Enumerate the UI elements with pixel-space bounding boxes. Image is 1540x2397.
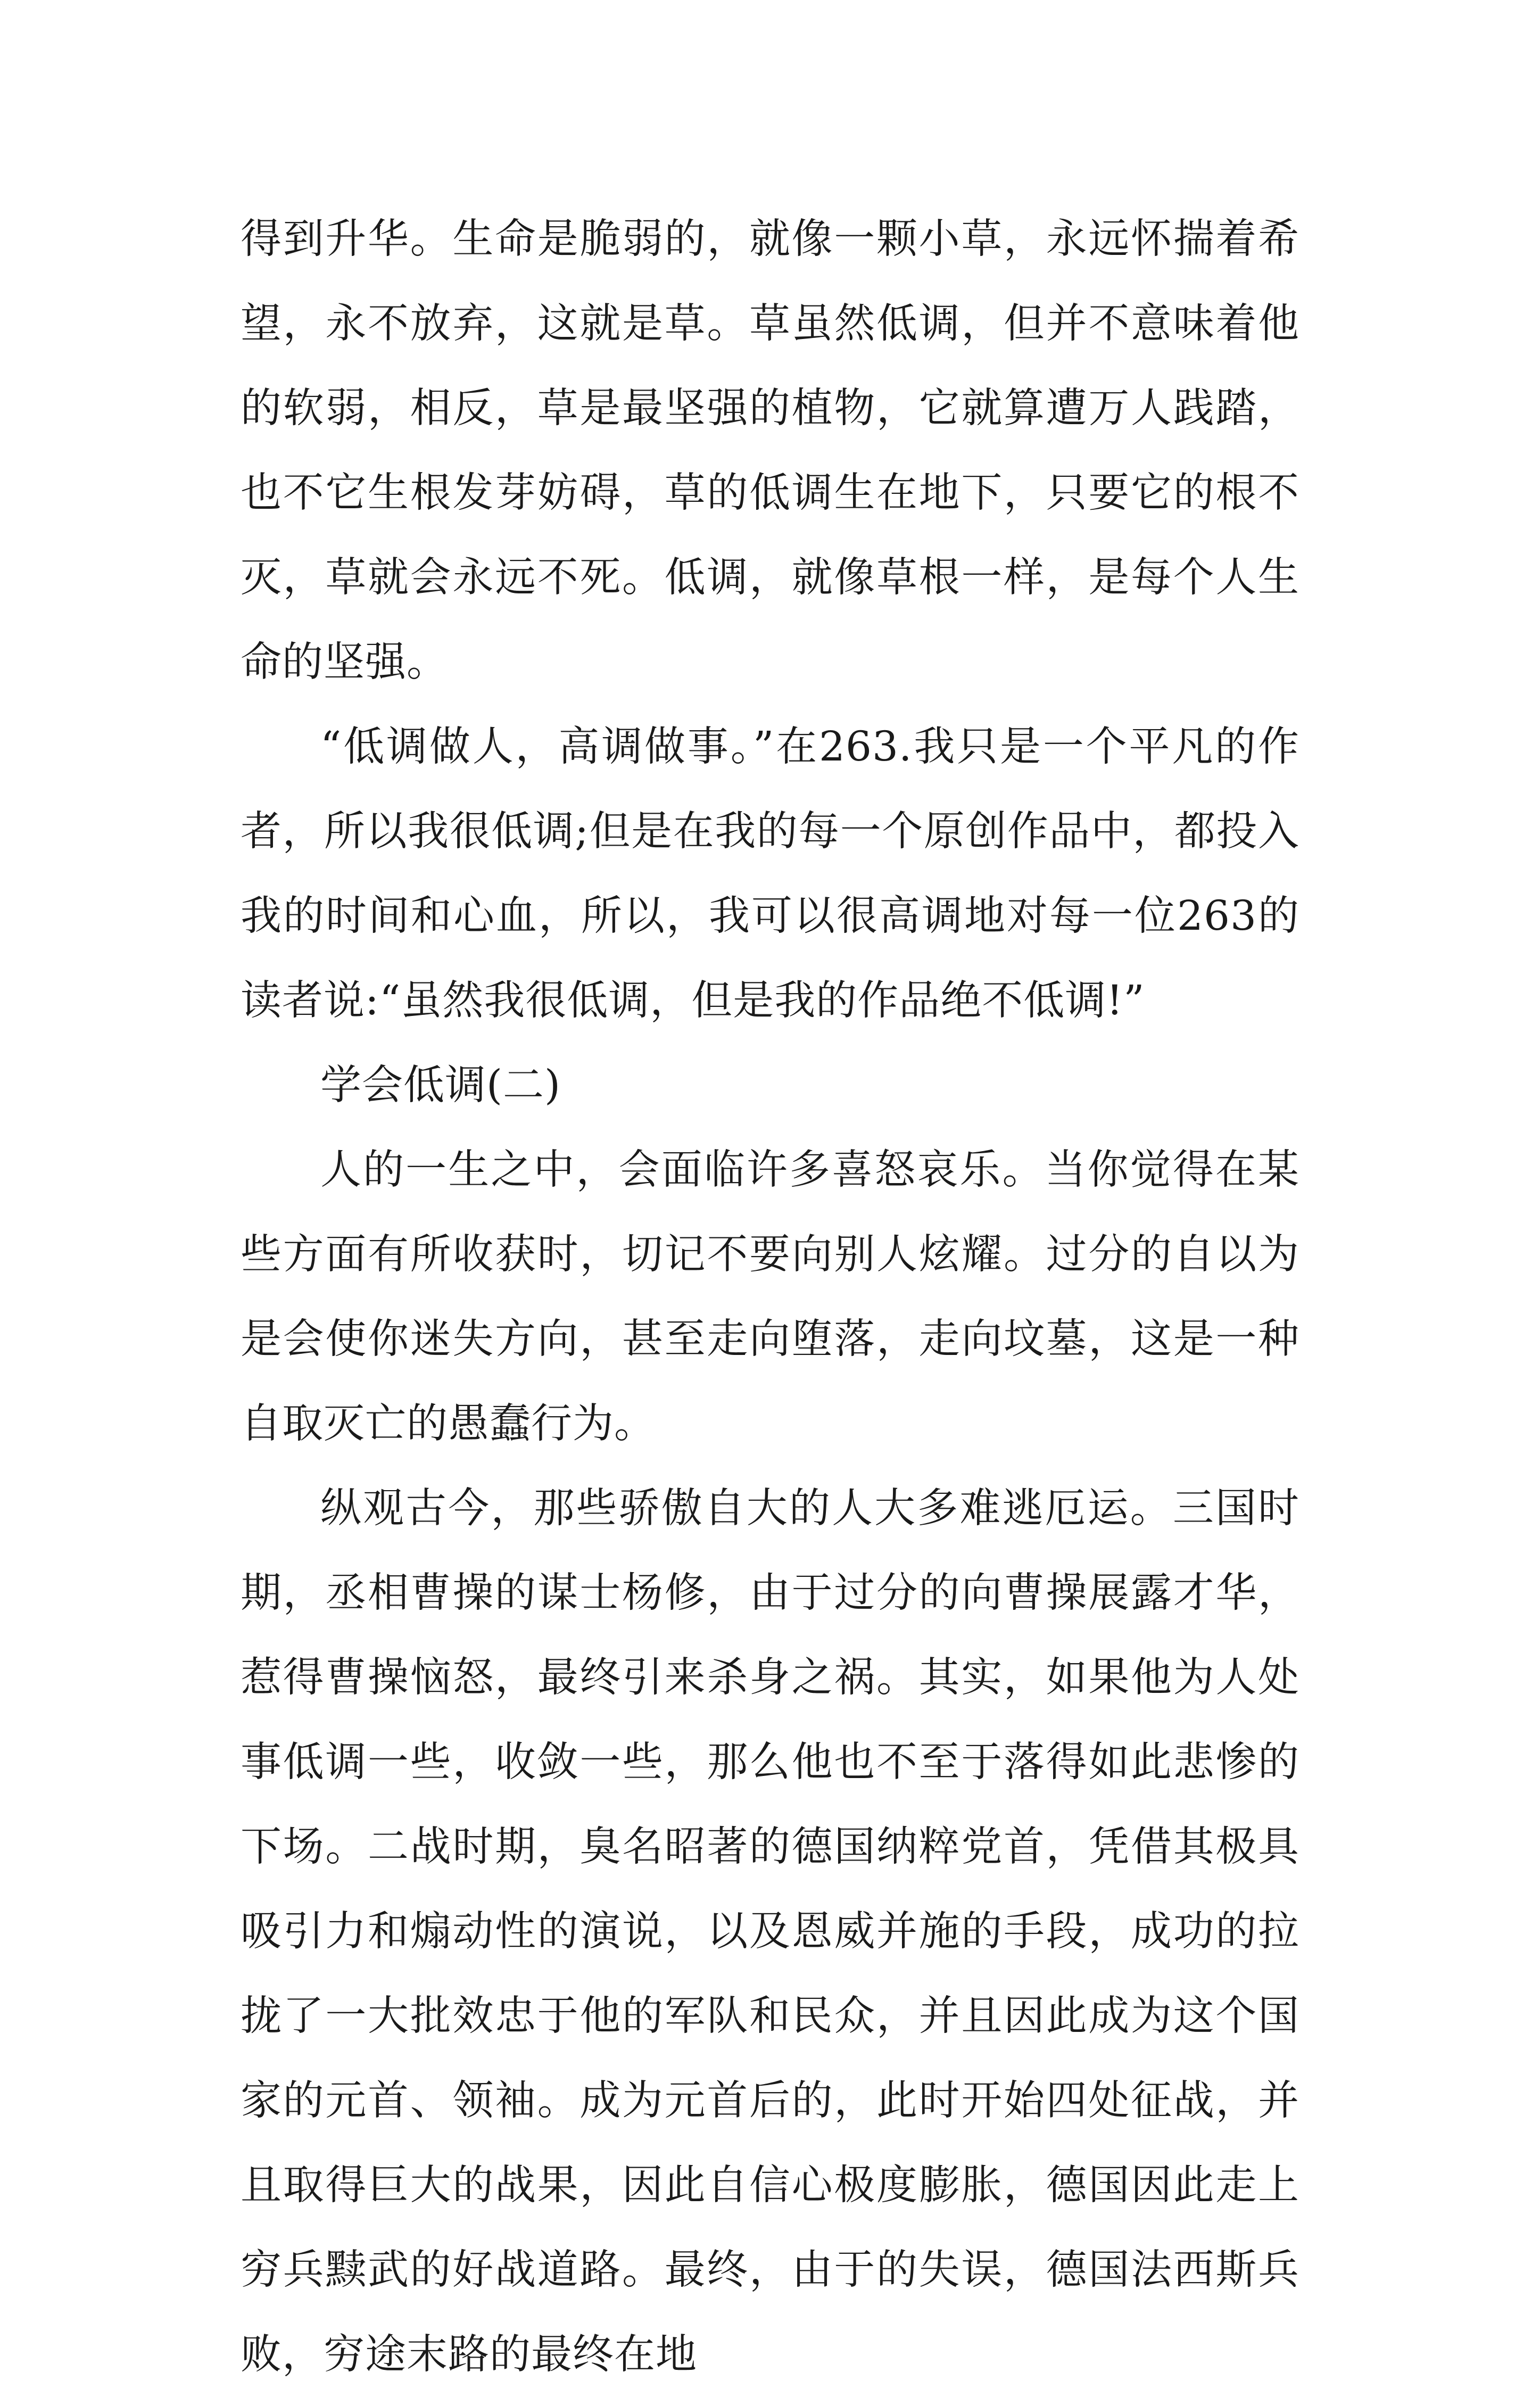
paragraph-life: 人的一生之中，会面临许多喜怒哀乐。当你觉得在某些方面有所收获时，切记不要向别人炫耀。过分的自以为是会使你迷失方向，甚至走向堕落，走向坟墓，这是一种自取灭亡的愚蠢行为。 — [241, 1146, 1299, 1448]
section-heading: 学会低调(二) — [320, 1062, 561, 1109]
paragraph-history: 纵观古今，那些骄傲自大的人大多难逃厄运。三国时期，丞相曹操的谋士杨修，由于过分的向曹操展露才华，惹得曹操恼怒，最终引来杀身之祸。其实，如果他为人处事低调一些，收敛一些，那么他也不至于落得如此悲惨的下场。二战时期，臭名昭著的德国纳粹党首，凭借其极具吸引力和煽动性的演说，以及恩威并施的手段，成功的拉拢了一大批效忠于他的军队和民众，并且因此成为这个国家的元首、领袖。成为元首后的，此时开始四处征战，并且取得巨大的战果，因此自信心极度膨胀，德国因此走上穷兵黩武的好战道路。最终，由于的失误，德国法西斯兵败，穷途末路的最终在地 — [241, 1485, 1299, 2378]
paragraph-quote: “低调做人，高调做事。”在263.我只是一个平凡的作者，所以我很低调;但是在我的每一个原创作品中，都投入我的时间和心血，所以，我可以很高调地对每一位263的读者说:“虽然我很低调，但是我的作品绝不低调!” — [241, 723, 1299, 1024]
paragraph-continuation: 得到升华。生命是脆弱的，就像一颗小草，永远怀揣着希望，永不放弃，这就是草。草虽然低调，但并不意味着他的软弱，相反，草是最坚强的植物，它就算遭万人践踏，也不它生根发芽妨碍，草的低调生在地下，只要它的根不灭，草就会永远不死。低调，就像草根一样，是每个人生命的坚强。 — [241, 216, 1299, 686]
document-body — [241, 197, 1299, 2397]
